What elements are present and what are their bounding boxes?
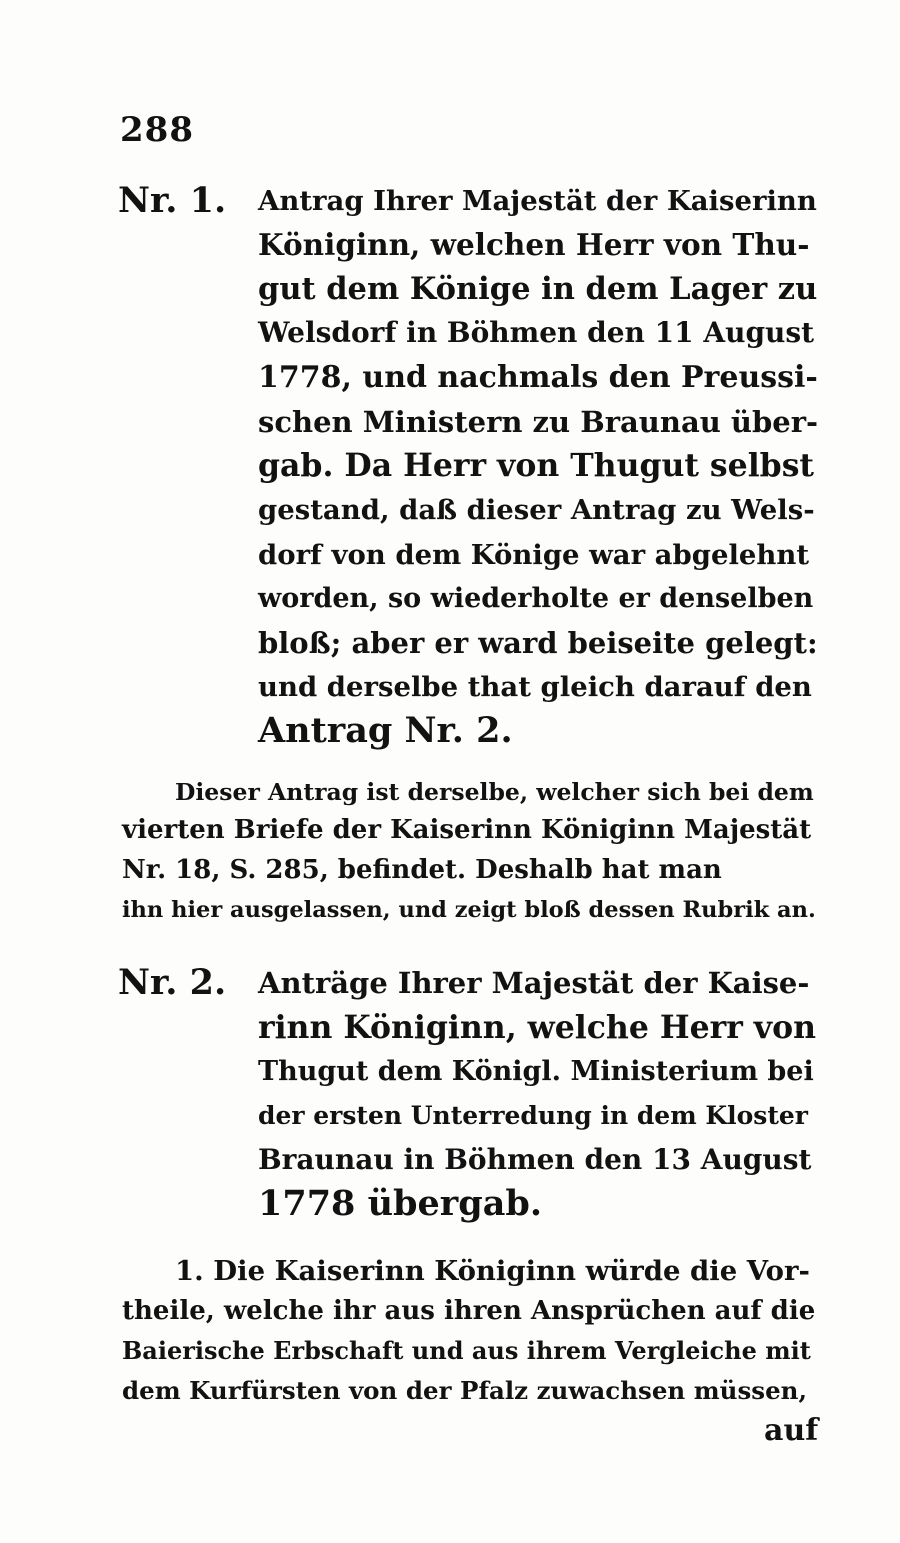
catchword: auf: [764, 1413, 819, 1448]
entry-1-line: Königinn, welchen Herr von Thu-: [258, 227, 810, 262]
entry-1-line: Antrag Nr. 2.: [258, 710, 513, 751]
note-line: ihn hier ausgelassen, und zeigt bloß dessen Rubrik an.: [122, 897, 816, 923]
paragraph-line: Baierische Erbschaft und aus ihrem Vergleiche mit: [122, 1336, 811, 1365]
entry-1-line: dorf von dem Könige war abgelehnt: [258, 539, 810, 571]
paragraph-line: dem Kurfürsten von der Pfalz zuwachsen müssen,: [122, 1376, 808, 1405]
page-number: 288: [120, 110, 194, 150]
entry-1-line: gestand, daß dieser Antrag zu Wels-: [258, 494, 815, 526]
entry-2-line: rinn Königinn, welche Herr von: [258, 1009, 817, 1046]
entry-2-line: Anträge Ihrer Majestät der Kaise-: [258, 966, 810, 1000]
entry-2-number: Nr. 2.: [118, 962, 227, 1003]
entry-2-line: Thugut dem Königl. Ministerium bei: [258, 1056, 814, 1087]
entry-1-line: bloß; aber er ward beiseite gelegt:: [258, 626, 818, 660]
entry-1-number: Nr. 1.: [118, 180, 227, 221]
entry-1-line: worden, so wiederholte er denselben: [258, 583, 814, 614]
note-line: Nr. 18, S. 285, befindet. Deshalb hat man: [122, 855, 722, 885]
entry-2-line: Braunau in Böhmen den 13 August: [258, 1143, 812, 1176]
entry-1-line: schen Ministern zu Braunau über-: [258, 405, 819, 439]
entry-1-line: Welsdorf in Böhmen den 11 August: [258, 316, 815, 349]
note-line: Dieser Antrag ist derselbe, welcher sich bei dem: [175, 778, 814, 806]
note-line: vierten Briefe der Kaiserinn Königinn Majestät: [122, 815, 812, 845]
entry-1-line: Antrag Ihrer Majestät der Kaiserinn: [258, 185, 817, 217]
entry-1-line: und derselbe that gleich darauf den: [258, 671, 812, 703]
paragraph-line: theile, welche ihr aus ihren Ansprüchen auf die: [122, 1296, 816, 1326]
entry-1-line: gut dem Könige in dem Lager zu: [258, 271, 818, 307]
entry-1-line: gab. Da Herr von Thugut selbst: [258, 447, 814, 484]
entry-2-line: der ersten Unterredung in dem Kloster: [258, 1101, 808, 1130]
paragraph-line: 1. Die Kaiserinn Königinn würde die Vor-: [175, 1255, 810, 1287]
entry-1-line: 1778, und nachmals den Preussi-: [258, 360, 818, 395]
entry-2-line: 1778 übergab.: [258, 1183, 543, 1224]
